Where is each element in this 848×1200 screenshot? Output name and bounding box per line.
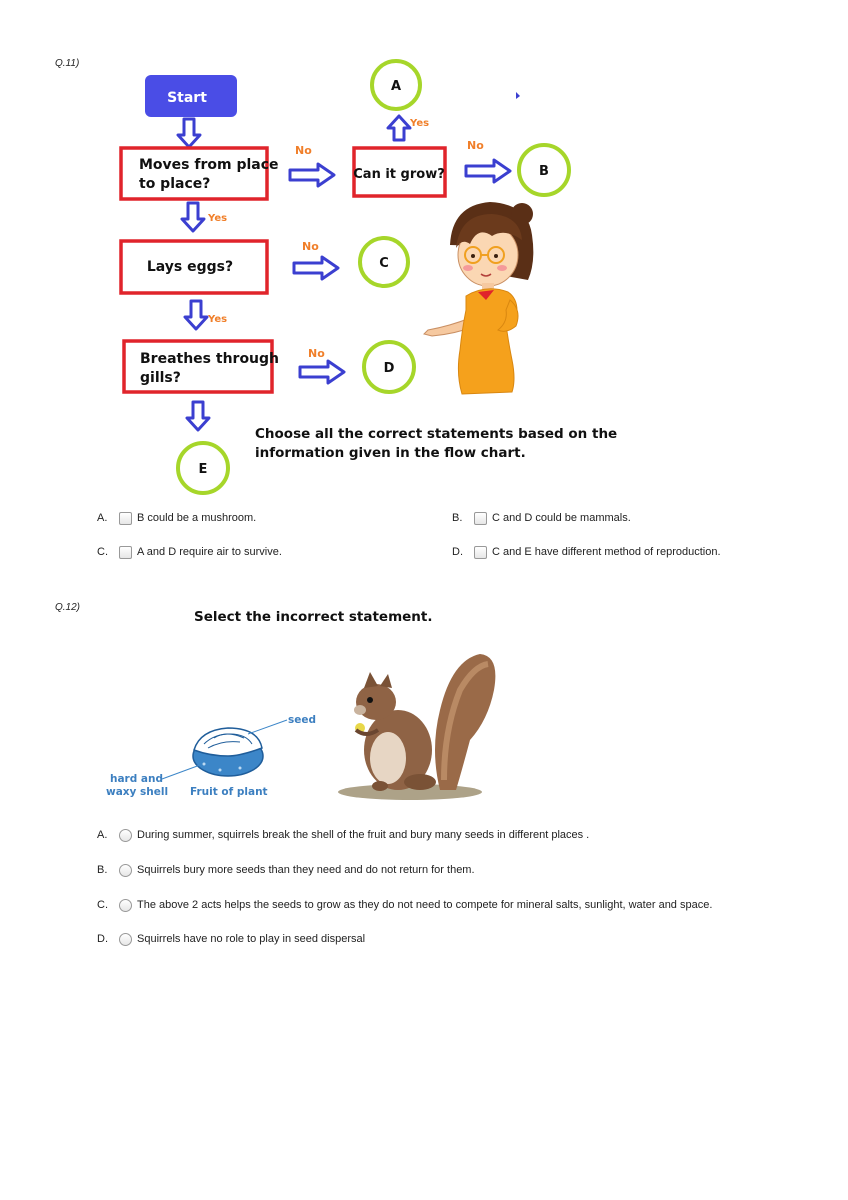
squirrel-illustration (338, 654, 495, 800)
checkbox[interactable] (474, 546, 487, 559)
q11-prompt-line1: Choose all the correct statements based on the (255, 426, 618, 442)
arrow-right-1 (290, 164, 334, 186)
circle-e-label: E (198, 462, 208, 477)
option-text: Squirrels have no role to play in seed dispersal (137, 933, 366, 945)
question-number-12: Q.12) (55, 602, 81, 613)
q11-option-c[interactable] (97, 545, 282, 559)
yes-label-3: Yes (410, 118, 430, 129)
option-text: A and D require air to survive. (137, 546, 282, 558)
seed-pointer (248, 720, 287, 734)
option-letter: B. (97, 864, 108, 876)
shell-label-line1: hard and (110, 773, 163, 785)
no-label-4: No (308, 347, 325, 360)
question-number-11: Q.11) (55, 58, 80, 69)
option-letter: D. (452, 546, 463, 558)
q12-option-d[interactable] (97, 932, 365, 946)
option-text: C and D could be mammals. (492, 512, 631, 524)
q11-prompt-line2: information given in the flow chart. (255, 445, 526, 461)
arrow-down-3 (185, 301, 207, 329)
circle-d-label: D (383, 361, 395, 376)
checkbox[interactable] (119, 546, 132, 559)
q11-option-a[interactable] (97, 511, 256, 525)
arrow-right-2 (466, 160, 510, 182)
checkbox[interactable] (119, 512, 132, 525)
arrow-down-1 (178, 119, 200, 147)
option-text: The above 2 acts helps the seeds to grow as they do not need to compete for mineral salts, sunlight, water and space. (137, 899, 713, 911)
option-text: C and E have different method of reproduction. (492, 546, 721, 558)
arrow-right-3 (294, 257, 338, 279)
decision-eggs-label: Lays eggs? (146, 259, 234, 275)
circle-c-label: C (379, 256, 389, 271)
option-letter: C. (97, 899, 108, 911)
circle-b-label: B (539, 164, 549, 179)
arrow-down-4 (187, 402, 209, 430)
decision-gills-line2: gills? (140, 370, 181, 386)
seed-squirrel-illustration (0, 630, 848, 810)
option-letter: A. (97, 829, 108, 841)
q12-prompt: Select the incorrect statement. (194, 609, 433, 625)
fruit-illustration (193, 728, 263, 776)
arrow-right-4 (300, 361, 344, 383)
decision-grow-label: Can it grow? (353, 167, 445, 182)
shell-pointer (162, 765, 200, 779)
radio-button[interactable] (119, 899, 132, 912)
option-letter: B. (452, 512, 463, 524)
q12-option-a[interactable] (97, 828, 589, 842)
q11-option-b[interactable] (452, 511, 631, 525)
no-label-1: No (295, 144, 312, 157)
radio-button[interactable] (119, 829, 132, 842)
option-text: Squirrels bury more seeds than they need and do not return for them. (137, 864, 475, 876)
option-text: B could be a mushroom. (137, 512, 257, 524)
q11-prompt (255, 425, 617, 463)
start-label: Start (167, 90, 207, 106)
option-letter: A. (97, 512, 108, 524)
option-letter: D. (97, 933, 108, 945)
decision-gills-line1: Breathes through (140, 351, 280, 367)
arrow-up (388, 116, 410, 140)
q12-option-b[interactable] (97, 863, 475, 877)
no-label-2: No (467, 139, 484, 152)
radio-button[interactable] (119, 864, 132, 877)
checkbox[interactable] (474, 512, 487, 525)
stray-mark (516, 92, 520, 99)
teacher-illustration (424, 202, 533, 394)
radio-button[interactable] (119, 933, 132, 946)
yes-label-2: Yes (208, 314, 228, 325)
q12-option-c[interactable] (97, 898, 712, 912)
fruit-label: Fruit of plant (190, 786, 268, 798)
q11-option-d[interactable] (452, 545, 721, 559)
option-text: During summer, squirrels break the shell of the fruit and bury many seeds in different places . (137, 829, 590, 841)
decision-moves-line2: to place? (139, 176, 211, 192)
decision-moves-line1: Moves from place (139, 157, 279, 173)
shell-label-line2: waxy shell (106, 786, 169, 798)
no-label-3: No (302, 240, 319, 253)
arrow-down-2 (182, 203, 204, 231)
option-letter: C. (97, 546, 108, 558)
circle-a-label: A (390, 79, 402, 94)
seed-label: seed (288, 714, 317, 726)
yes-label-1: Yes (208, 213, 228, 224)
